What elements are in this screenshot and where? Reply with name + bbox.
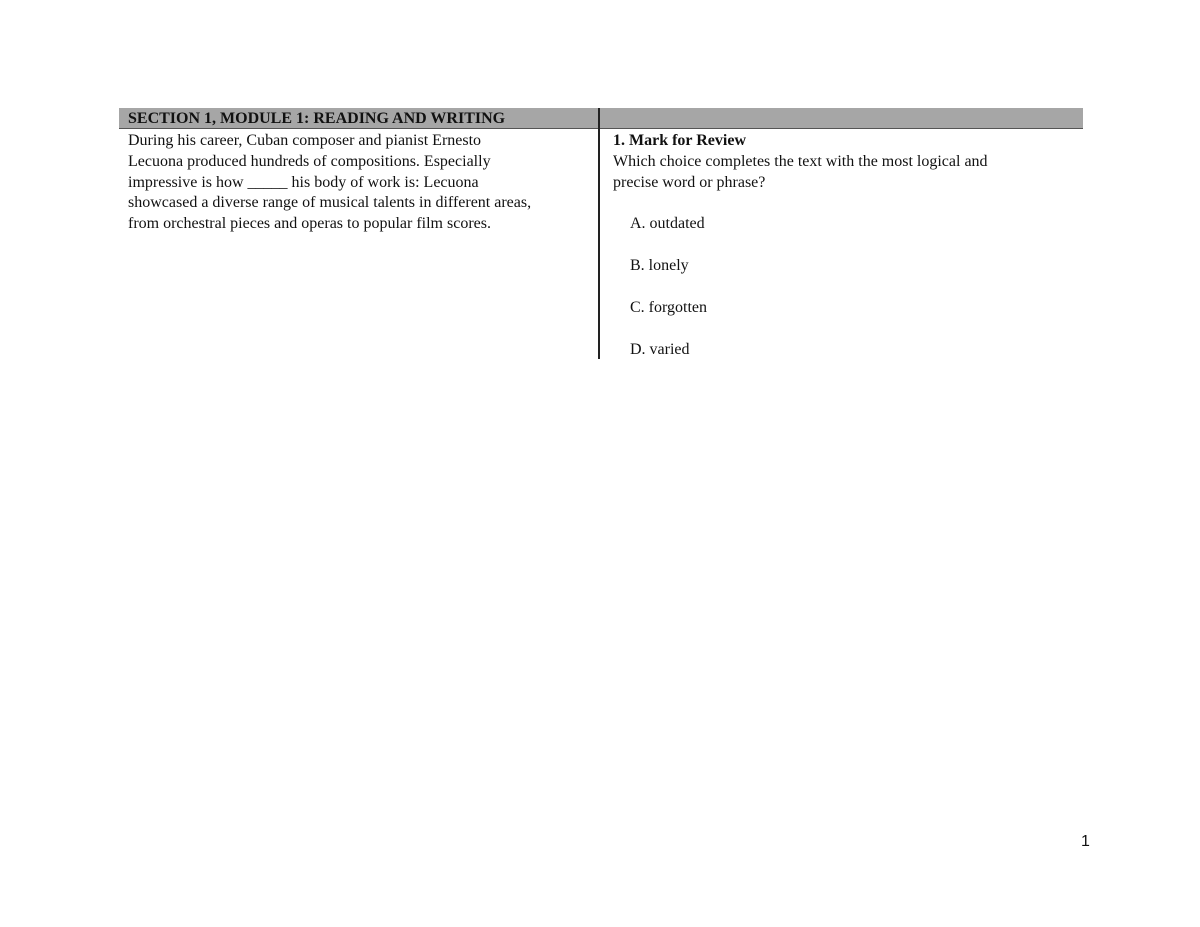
question-prompt-line: precise word or phrase? — [613, 173, 766, 191]
passage-line: Lecuona produced hundreds of compositions. Especially — [128, 152, 491, 170]
choice-b: B. lonely — [630, 257, 689, 274]
section-title: SECTION 1, MODULE 1: READING AND WRITING — [128, 110, 506, 127]
column-divider — [598, 108, 600, 359]
mark-for-review-heading: 1. Mark for Review — [613, 132, 746, 149]
passage-line: from orchestral pieces and operas to popular film scores. — [128, 215, 491, 233]
passage-line: During his career, Cuban composer and pianist Ernesto — [128, 132, 482, 149]
question-prompt — [613, 152, 1073, 194]
page-number: 1 — [1081, 833, 1090, 850]
question-prompt-line: Which choice completes the text with the most logical and — [613, 152, 988, 170]
answer-choices — [630, 214, 707, 382]
passage-line: impressive is how _____ his body of work is: Lecuona — [128, 173, 479, 191]
choice-d: D. varied — [630, 341, 690, 358]
question-panel — [613, 131, 1073, 193]
passage-line: showcased a diverse range of musical talents in different areas, — [128, 194, 532, 212]
choice-a: A. outdated — [630, 215, 705, 232]
passage-text — [128, 131, 598, 235]
choice-c: C. forgotten — [630, 299, 708, 316]
